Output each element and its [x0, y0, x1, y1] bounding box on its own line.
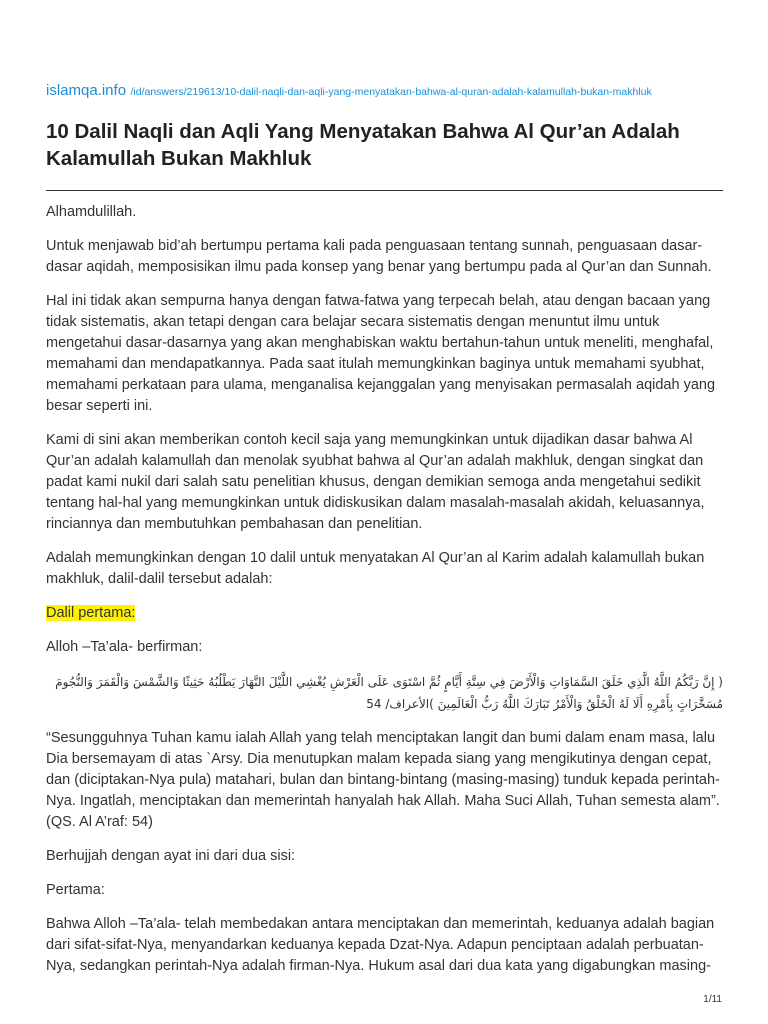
title-divider — [46, 190, 723, 191]
paragraph: Hal ini tidak akan sempurna hanya dengan fatwa-fatwa yang terpecah belah, atau dengan bacaan yang tidak sistematis, akan tetapi dengan cara belajar secara sistematis dengan menuntut ilmu untuk mengetahui dasar-dasarnya yang akan menghabiskan waktu bertahun-tahun untuk meneliti, menghafal, memahami dan mendapatkannya. Pada saat itulah memungkinkan baginya untuk memahami syubhat, memahami perkataan para ulama, menganalisa kejanggalan yang menyisakan permasalah aqidah yang besar seperti ini. — [46, 293, 716, 414]
arabic-verse: ( إِنَّ رَبَّكُمُ اللَّهُ الَّذِي خَلَقَ السَّمَاوَاتِ وَالْأَرْضَ فِي سِتَّةِ أَيَّامٍ ثُمَّ اسْتَوَى عَلَى الْعَرْشِ يُغْشِي اللَّيْلَ النَّهَارَ يَطْلُبُهُ حَثِيثًا وَالشَّمْسَ وَالْقَمَرَ وَالنُّجُومَ مُسَخَّرَاتٍ بِأَمْرِهِ أَلَا لَهُ الْخَلْقُ وَالْأَمْرُ تَبَارَكَ اللَّهُ رَبُّ الْعَالَمِينَ )الأعراف/ 54 — [55, 675, 723, 711]
paragraph: Berhujjah dengan ayat ini dari dua sisi: — [46, 848, 296, 864]
source-url[interactable] — [46, 82, 652, 100]
paragraph: Bahwa Alloh –Ta’ala- telah membedakan antara menciptakan dan memerintah, keduanya adalah bagian dari sifat-sifat-Nya, menyandarkan keduanya kepada Dzat-Nya. Adapun penciptaan adalah perbuatan-Nya, sedangkan perintah-Nya adalah firman-Nya. Hukum asal dari dua kata yang digabungkan masing- — [46, 916, 715, 974]
url-path-link[interactable]: /id/answers/219613/10-dalil-naqli-dan-aqli-yang-menyatakan-bahwa-al-quran-adalah-kalamullah-bukan-makhluk — [130, 86, 652, 98]
highlighted-heading: Dalil pertama: — [46, 605, 136, 621]
subheading-pertama: Pertama: — [46, 882, 105, 898]
section-heading-dalil-pertama — [46, 603, 723, 624]
paragraph: Adalah memungkinkan dengan 10 dalil untuk menyatakan Al Qur’an al Karim adalah kalamullah bukan makhluk, dalil-dalil tersebut adalah: — [46, 550, 705, 587]
paragraph: Kami di sini akan memberikan contoh kecil saja yang memungkinkan untuk dijadikan dasar bahwa Al Qur’an adalah kalamullah dan menolak syubhat bahwa al Qur’an adalah makhluk, dengan singkat dan padat kami nukil dari salah satu penelitian khusus, dengan demikian semoga anda mengetahui sedikit tentang hal-hal yang memungkinkan untuk didiskusikan dalam masalah-masalah akidah, keluasannya, rinciannya dan membutuhkan pembahasan dan penelitian. — [46, 432, 705, 532]
page-number: 1/11 — [703, 994, 722, 1005]
paragraph: Untuk menjawab bid’ah bertumpu pertama kali pada penguasaan tentang sunnah, penguasaan dasar-dasar aqidah, memposisikan ilmu pada konsep yang benar yang bertumpu pada al Qur’an dan Sunnah. — [46, 238, 712, 275]
article-title: 10 Dalil Naqli dan Aqli Yang Menyatakan Bahwa Al Qur’an Adalah Kalamullah Bukan Makhluk — [46, 120, 680, 170]
verse-translation: “Sesungguhnya Tuhan kamu ialah Allah yang telah menciptakan langit dan bumi dalam enam masa, lalu Dia bersemayam di atas `Arsy. Dia menutupkan malam kepada siang yang mengikutinya dengan cepat, dan (diciptakan-Nya pula) matahari, bulan dan bintang-bintang (masing-masing) tunduk kepada perintah-Nya. Ingatlah, menciptakan dan memerintah hanyalah hak Allah. Maha Suci Allah, Tuhan semesta alam”. (QS. Al A’raf: 54) — [46, 730, 720, 830]
site-link[interactable]: islamqa.info — [46, 82, 127, 99]
article-body — [46, 202, 723, 990]
paragraph-opening: Alhamdulillah. — [46, 204, 137, 220]
paragraph: Alloh –Ta’ala- berfirman: — [46, 639, 203, 655]
